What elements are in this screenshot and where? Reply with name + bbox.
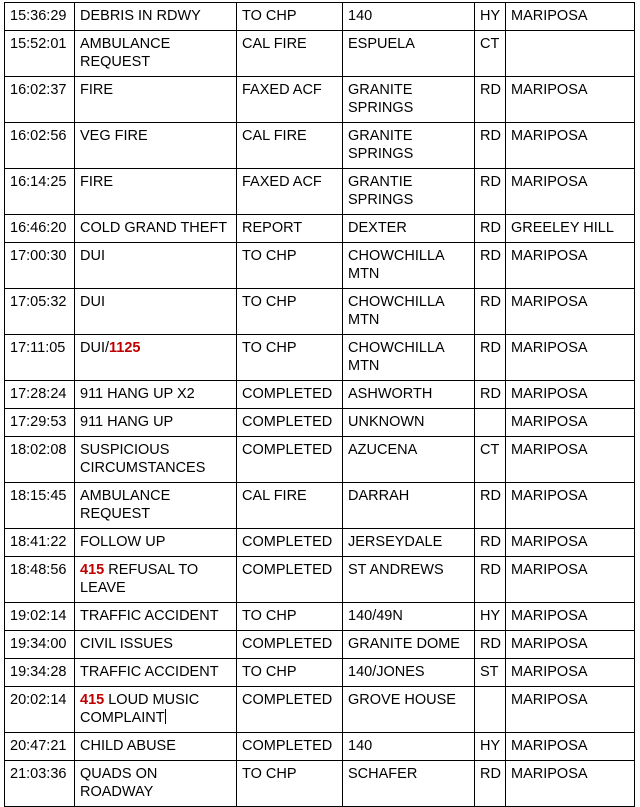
call-type-cell: 911 HANG UP X2 (75, 381, 237, 409)
text-cursor (165, 709, 166, 724)
street-cell: GRANITE SPRINGS (343, 77, 475, 123)
street-cell: 140 (343, 733, 475, 761)
call-type-cell: DUI (75, 289, 237, 335)
suffix-cell (475, 409, 506, 437)
time-cell: 19:02:14 (5, 603, 75, 631)
time-cell: 17:29:53 (5, 409, 75, 437)
time-cell: 17:11:05 (5, 335, 75, 381)
suffix-cell: RD (475, 761, 506, 807)
table-row (5, 289, 635, 335)
call-type-cell: AMBULANCE REQUEST (75, 483, 237, 529)
disposition-cell: COMPLETED (237, 631, 343, 659)
disposition-cell: REPORT (237, 215, 343, 243)
suffix-cell (475, 687, 506, 733)
table-row (5, 437, 635, 483)
street-cell: CHOWCHILLA MTN (343, 243, 475, 289)
time-cell: 18:15:45 (5, 483, 75, 529)
call-type-cell: DEBRIS IN RDWY (75, 3, 237, 31)
table-row (5, 335, 635, 381)
area-cell: GREELEY HILL (506, 215, 635, 243)
disposition-cell: TO CHP (237, 289, 343, 335)
area-cell (506, 31, 635, 77)
disposition-cell: COMPLETED (237, 437, 343, 483)
suffix-cell: RD (475, 215, 506, 243)
suffix-cell: RD (475, 529, 506, 557)
area-cell: MARIPOSA (506, 335, 635, 381)
street-cell: 140/49N (343, 603, 475, 631)
disposition-cell: COMPLETED (237, 381, 343, 409)
table-row (5, 733, 635, 761)
table-row (5, 659, 635, 687)
area-cell: MARIPOSA (506, 761, 635, 807)
call-type-cell: COLD GRAND THEFT (75, 215, 237, 243)
area-cell: MARIPOSA (506, 409, 635, 437)
area-cell: MARIPOSA (506, 631, 635, 659)
street-cell: ST ANDREWS (343, 557, 475, 603)
call-type-cell: FIRE (75, 169, 237, 215)
time-cell: 20:47:21 (5, 733, 75, 761)
area-cell: MARIPOSA (506, 77, 635, 123)
time-cell: 16:46:20 (5, 215, 75, 243)
time-cell: 15:36:29 (5, 3, 75, 31)
disposition-cell: TO CHP (237, 3, 343, 31)
call-type-cell: CIVIL ISSUES (75, 631, 237, 659)
table-row (5, 687, 635, 733)
call-code: 1125 (109, 340, 141, 356)
disposition-cell: TO CHP (237, 761, 343, 807)
table-row (5, 243, 635, 289)
call-code: 415 (80, 562, 105, 578)
area-cell: MARIPOSA (506, 603, 635, 631)
table-row (5, 483, 635, 529)
table-row (5, 381, 635, 409)
area-cell: MARIPOSA (506, 557, 635, 603)
street-cell: 140 (343, 3, 475, 31)
area-cell: MARIPOSA (506, 529, 635, 557)
call-type-cell (75, 557, 237, 603)
time-cell: 17:00:30 (5, 243, 75, 289)
table-row (5, 77, 635, 123)
call-type-cell: 911 HANG UP (75, 409, 237, 437)
area-cell: MARIPOSA (506, 659, 635, 687)
disposition-cell: CAL FIRE (237, 31, 343, 77)
disposition-cell: FAXED ACF (237, 77, 343, 123)
street-cell: SCHAFER (343, 761, 475, 807)
disposition-cell: FAXED ACF (237, 169, 343, 215)
street-cell: ESPUELA (343, 31, 475, 77)
disposition-cell: CAL FIRE (237, 123, 343, 169)
time-cell: 16:02:56 (5, 123, 75, 169)
suffix-cell: RD (475, 77, 506, 123)
time-cell: 18:02:08 (5, 437, 75, 483)
disposition-cell: TO CHP (237, 659, 343, 687)
disposition-cell: TO CHP (237, 603, 343, 631)
street-cell: ASHWORTH (343, 381, 475, 409)
call-type-cell: FIRE (75, 77, 237, 123)
disposition-cell: COMPLETED (237, 557, 343, 603)
time-cell: 19:34:28 (5, 659, 75, 687)
suffix-cell: RD (475, 483, 506, 529)
time-cell: 19:34:00 (5, 631, 75, 659)
disposition-cell: TO CHP (237, 243, 343, 289)
suffix-cell: RD (475, 335, 506, 381)
time-cell: 18:48:56 (5, 557, 75, 603)
time-cell: 16:02:37 (5, 77, 75, 123)
area-cell: MARIPOSA (506, 243, 635, 289)
table-row (5, 31, 635, 77)
street-cell: DARRAH (343, 483, 475, 529)
table-row (5, 557, 635, 603)
call-type-cell (75, 335, 237, 381)
call-type-cell: SUSPICIOUS CIRCUMSTANCES (75, 437, 237, 483)
table-row (5, 3, 635, 31)
suffix-cell: RD (475, 289, 506, 335)
suffix-cell: RD (475, 631, 506, 659)
area-cell: MARIPOSA (506, 687, 635, 733)
call-type-cell: TRAFFIC ACCIDENT (75, 603, 237, 631)
street-cell: CHOWCHILLA MTN (343, 289, 475, 335)
disposition-cell: CAL FIRE (237, 483, 343, 529)
area-cell: MARIPOSA (506, 289, 635, 335)
table-row (5, 603, 635, 631)
table-row (5, 123, 635, 169)
call-type-cell: VEG FIRE (75, 123, 237, 169)
call-type-text: DUI/ (80, 340, 109, 356)
table-row (5, 169, 635, 215)
suffix-cell: CT (475, 437, 506, 483)
suffix-cell: RD (475, 243, 506, 289)
table-row (5, 761, 635, 807)
street-cell: GRANITE SPRINGS (343, 123, 475, 169)
call-type-cell: FOLLOW UP (75, 529, 237, 557)
street-cell: DEXTER (343, 215, 475, 243)
street-cell: UNKNOWN (343, 409, 475, 437)
call-type-cell: CHILD ABUSE (75, 733, 237, 761)
time-cell: 15:52:01 (5, 31, 75, 77)
time-cell: 18:41:22 (5, 529, 75, 557)
call-type-cell: AMBULANCE REQUEST (75, 31, 237, 77)
street-cell: AZUCENA (343, 437, 475, 483)
call-type-cell: TRAFFIC ACCIDENT (75, 659, 237, 687)
suffix-cell: RD (475, 123, 506, 169)
table-row (5, 215, 635, 243)
area-cell: MARIPOSA (506, 381, 635, 409)
street-cell: CHOWCHILLA MTN (343, 335, 475, 381)
call-type-cell (75, 687, 237, 733)
table-row (5, 409, 635, 437)
time-cell: 20:02:14 (5, 687, 75, 733)
disposition-cell: TO CHP (237, 335, 343, 381)
suffix-cell: CT (475, 31, 506, 77)
area-cell: MARIPOSA (506, 733, 635, 761)
time-cell: 17:28:24 (5, 381, 75, 409)
call-type-cell: DUI (75, 243, 237, 289)
area-cell: MARIPOSA (506, 169, 635, 215)
area-cell: MARIPOSA (506, 437, 635, 483)
time-cell: 16:14:25 (5, 169, 75, 215)
street-cell: 140/JONES (343, 659, 475, 687)
area-cell: MARIPOSA (506, 3, 635, 31)
call-code: 415 (80, 692, 105, 708)
time-cell: 17:05:32 (5, 289, 75, 335)
table-row (5, 529, 635, 557)
call-log-table (4, 2, 635, 807)
disposition-cell: COMPLETED (237, 529, 343, 557)
call-type-text: LOUD MUSIC COMPLAINT (80, 692, 200, 726)
table-row (5, 631, 635, 659)
suffix-cell: RD (475, 381, 506, 409)
street-cell: JERSEYDALE (343, 529, 475, 557)
time-cell: 21:03:36 (5, 761, 75, 807)
disposition-cell: COMPLETED (237, 733, 343, 761)
disposition-cell: COMPLETED (237, 687, 343, 733)
street-cell: GRANITE DOME (343, 631, 475, 659)
suffix-cell: HY (475, 603, 506, 631)
suffix-cell: HY (475, 3, 506, 31)
call-type-cell: QUADS ON ROADWAY (75, 761, 237, 807)
street-cell: GROVE HOUSE (343, 687, 475, 733)
call-type-text: REFUSAL TO LEAVE (80, 562, 199, 596)
disposition-cell: COMPLETED (237, 409, 343, 437)
suffix-cell: ST (475, 659, 506, 687)
area-cell: MARIPOSA (506, 123, 635, 169)
street-cell: GRANTIE SPRINGS (343, 169, 475, 215)
area-cell: MARIPOSA (506, 483, 635, 529)
suffix-cell: RD (475, 169, 506, 215)
suffix-cell: RD (475, 557, 506, 603)
suffix-cell: HY (475, 733, 506, 761)
